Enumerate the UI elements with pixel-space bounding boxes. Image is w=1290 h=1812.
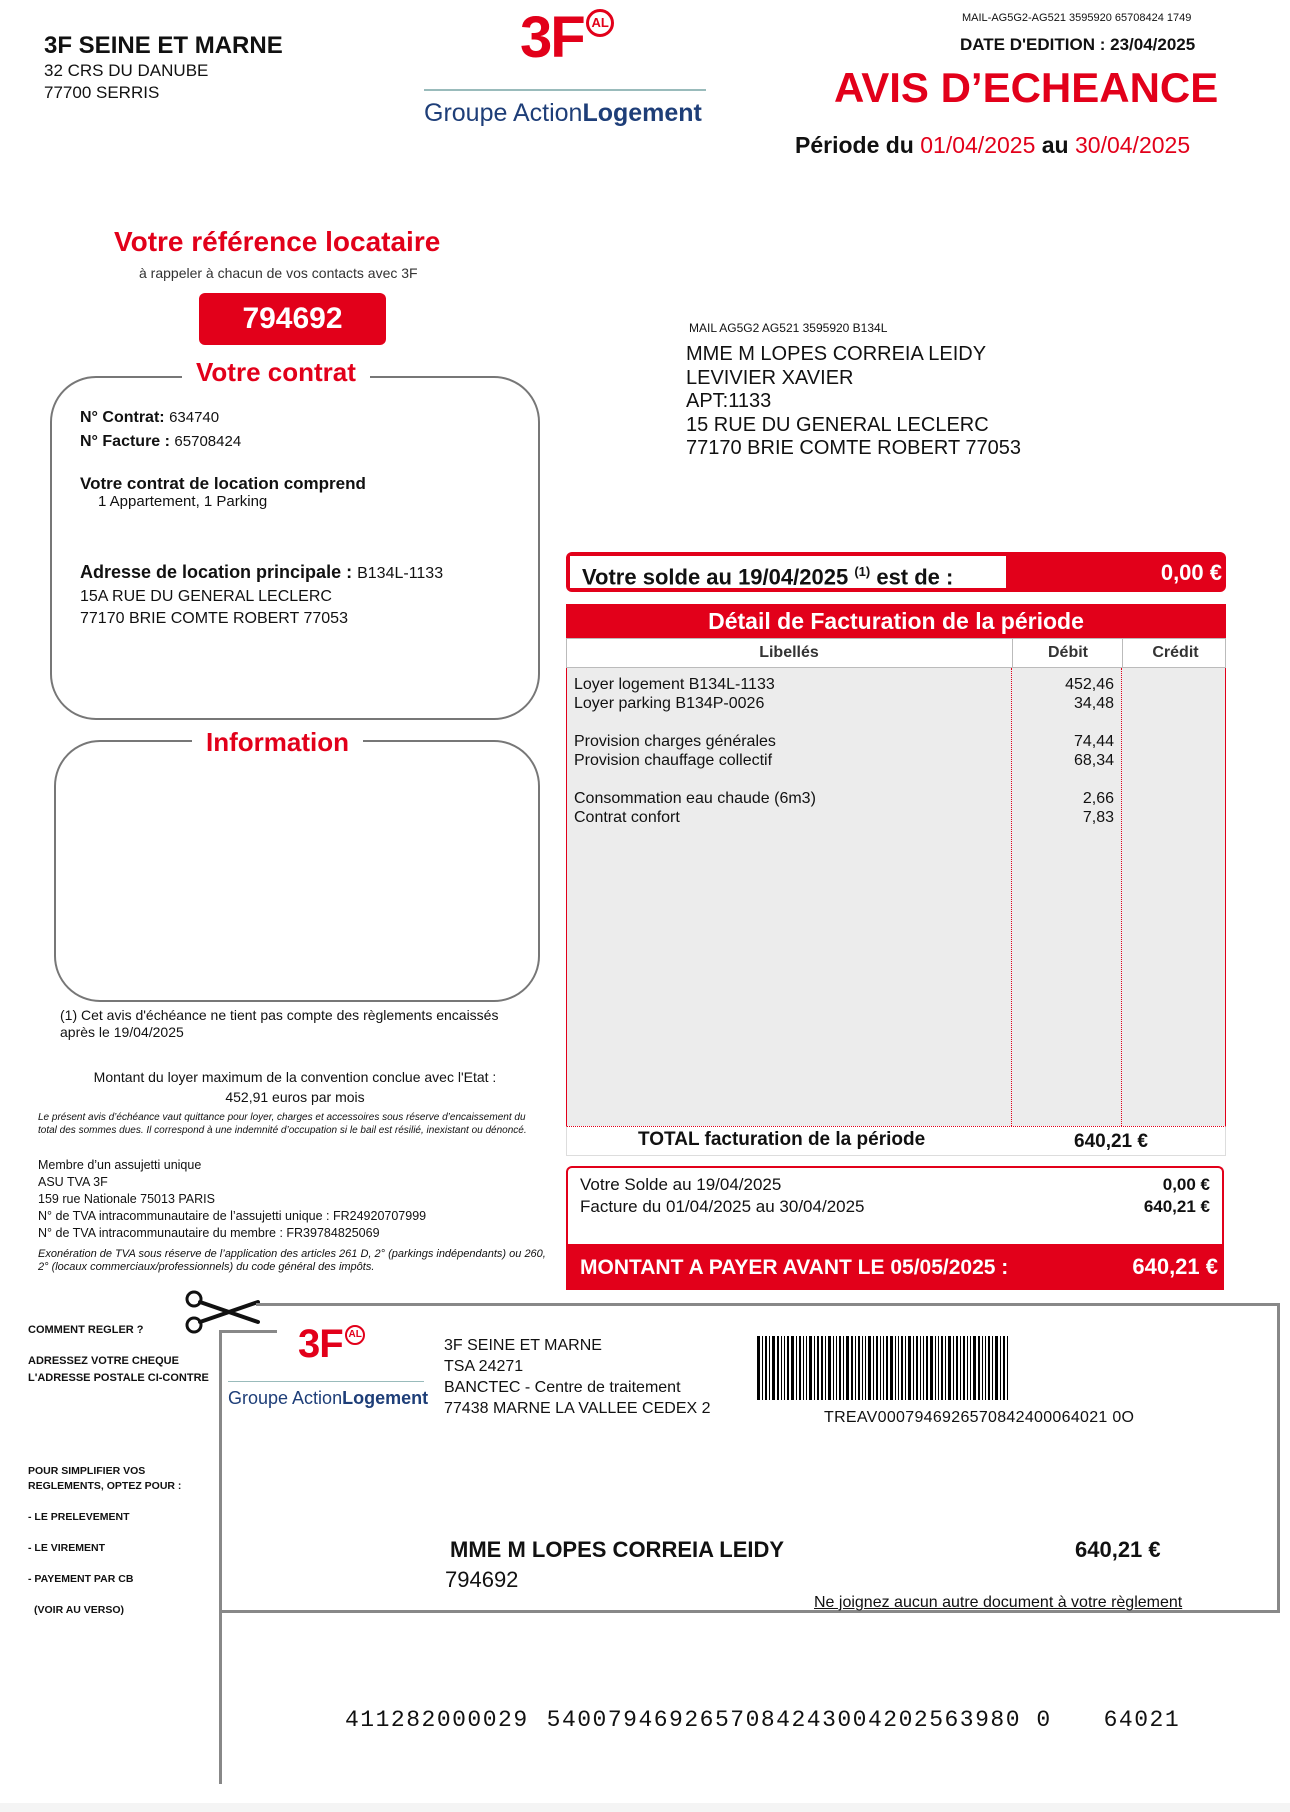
barcode-bar [784,1336,785,1400]
al-badge-icon: AL [586,9,614,37]
line-group [574,676,1114,713]
barcode-bar [825,1336,826,1400]
billing-period: Période du 01/04/2025 au 30/04/2025 [795,132,1191,158]
barcode-bar [862,1336,863,1400]
barcode-bar [833,1336,834,1400]
payment-options: POUR SIMPLIFIER VOS REGLEMENTS, OPTEZ POUR : - LE PRELEVEMENT - LE VIREMENT - PAYEMENT PAR CB (VOIR AU VERSO) [28,1465,182,1616]
line-item: Loyer logement B134L-1133 452,46 [574,676,1114,693]
amount-due-label: MONTANT A PAYER AVANT LE 05/05/2025 : [580,1256,1009,1279]
coupon-logo-3f: 3F AL [298,1322,367,1367]
barcode-bar [978,1336,980,1400]
barcode-bar [941,1336,943,1400]
barcode-bar [923,1336,924,1400]
document-title: AVIS D’ECHEANCE [834,64,1219,111]
barcode-bar [828,1336,831,1400]
barcode-bar [858,1336,860,1400]
barcode-bar [913,1336,914,1400]
rental-address-label: Adresse de location principale : B134L-1133 [80,562,444,582]
line-item: Consommation eau chaude (6m3) 2,66 [574,790,1114,807]
barcode-bar [890,1336,893,1400]
summary-row2-label: Facture du 01/04/2025 au 30/04/2025 [580,1197,865,1216]
barcode-bar [855,1336,856,1400]
barcode-bar [985,1336,986,1400]
barcode-bar [995,1336,998,1400]
recipient-address: MME M LOPES CORREIA LEIDY LEVIVIER XAVIER APT:1133 15 RUE DU GENERAL LECLERC 77170 BRIE COMTE ROBERT 77053 [686,343,1021,459]
barcode-bar [886,1336,888,1400]
max-rent: Montant du loyer maximum de la convention conclue avec l'Etat : [93,1069,497,1085]
tenant-ref-title: Votre référence locataire [114,226,441,257]
balance-label: Votre solde au 19/04/2025 $^{(1)}$ est de : [570,556,1006,588]
barcode-bar [1007,1336,1008,1400]
amount-due-value: 640,21 € [1132,1254,1218,1279]
barcode-bar [948,1336,951,1400]
coupon-frame-right [1277,1303,1280,1613]
barcode-text: TREAV0007946926570842400064021 0O [824,1409,1135,1426]
summary-row1-label: Votre Solde au 19/04/2025 [580,1175,782,1194]
coupon-notice: Ne joignez aucun autre document à votre règlement [814,1594,1183,1611]
barcode-bar [787,1336,789,1400]
balance-amount: 0,00 € [1160,560,1222,585]
edition-date: DATE D'EDITION : 23/04/2025 [960,35,1196,54]
barcode-bar [806,1336,807,1400]
barcode-bar [905,1336,906,1400]
barcode-bar [945,1336,946,1400]
barcode-bar [876,1336,878,1400]
line-item: Provision charges générales 74,44 [574,733,1114,750]
barcode-bar [865,1336,866,1400]
summary-row2-value: 640,21 € [1143,1197,1210,1216]
barcode-bar [769,1336,770,1400]
invoice-number: N° Facture : 65708424 [80,433,242,450]
barcode-bar [1003,1336,1005,1400]
barcode-bar [967,1336,968,1400]
contract-includes-label: Votre contrat de location comprend [80,474,366,493]
barcode-bar [963,1336,965,1400]
barcode-bar [901,1336,903,1400]
barcode-bar [883,1336,884,1400]
billing-lines [574,676,1114,827]
barcode-bar [757,1336,760,1400]
barcode-bar [956,1336,958,1400]
barcode-bar [920,1336,921,1400]
line-item: Loyer parking B134P-0026 34,48 [574,694,1114,712]
barcode-bar [935,1336,936,1400]
coupon-al-badge-icon: AL [345,1325,365,1345]
information-title: Information [192,727,363,758]
sender-address: 3F SEINE ET MARNE 32 CRS DU DANUBE 77700 SERRIS [44,32,283,102]
barcode-bar [895,1336,896,1400]
barcode-bar [930,1336,933,1400]
logo-3f: 3F AL [520,4,616,71]
billing-total-label: TOTAL facturation de la période [638,1129,926,1150]
summary-row1-value: 0,00 € [1162,1175,1210,1194]
line-item: Contrat confort 7,83 [574,808,1114,826]
barcode-bar [821,1336,823,1400]
barcode-bar [868,1336,871,1400]
billing-header-row: Libellés Débit Crédit [566,638,1226,668]
payment-barcode [757,1336,1010,1400]
barcode-bar [781,1336,782,1400]
footnote: (1) Cet avis d'échéance ne tient pas compte des règlements encaissés après le 19/04/2025 [60,1007,499,1040]
barcode-bar [803,1336,804,1400]
ocr-line: 411282000029 5400794692657084243004202563980 0 64021 [345,1707,1181,1733]
logo-divider [424,89,706,91]
contract-box [50,376,540,720]
barcode-bar [809,1336,812,1400]
barcode-bar [777,1336,779,1400]
coupon-payer-name: MME M LOPES CORREIA LEIDY [450,1537,785,1562]
billing-col-sep2 [1121,668,1122,1126]
barcode-bar [916,1336,918,1400]
barcode-bar [851,1336,853,1400]
barcode-bar [973,1336,976,1400]
barcode-bar [796,1336,797,1400]
barcode-bar [762,1336,763,1400]
rental-address-line2: 77170 BRIE COMTE ROBERT 77053 [80,610,348,627]
max-rent-value: 452,91 euros par mois [225,1089,365,1105]
recipient-ref: MAIL AG5G2 AG521 3595920 B134L [689,321,888,335]
barcode-bar [898,1336,899,1400]
barcode-bar [982,1336,983,1400]
barcode-bar [843,1336,844,1400]
barcode-bar [772,1336,775,1400]
line-group [574,790,1114,827]
contract-number: N° Contrat: 634740 [80,409,220,426]
how-to-pay: COMMENT REGLER ? ADRESSEZ VOTRE CHEQUE L'ADRESSE POSTALE CI-CONTRE [28,1324,209,1384]
document-reference: MAIL-AG5G2-AG521 3595920 65708424 1749 [962,12,1192,24]
barcode-bar [836,1336,837,1400]
coupon-frame-left [219,1330,222,1784]
barcode-bar [817,1336,819,1400]
coupon-tenant-ref: 794692 [445,1567,519,1592]
line-item: Provision chauffage collectif 68,34 [574,751,1114,769]
barcode-bar [799,1336,801,1400]
rental-address-line1: 15A RUE DU GENERAL LECLERC [80,588,332,605]
barcode-bar [988,1336,990,1400]
tenant-ref-subtitle: à rappeler à chacun de vos contacts avec 3F [139,265,418,281]
barcode-bar [953,1336,954,1400]
barcode-bar [765,1336,767,1400]
barcode-bar [970,1336,971,1400]
coupon-groupe-action-logement: Groupe ActionLogement [228,1388,429,1408]
barcode-bar [1000,1336,1001,1400]
barcode-bar [992,1336,993,1400]
barcode-bar [839,1336,841,1400]
barcode-bar [873,1336,874,1400]
coupon-address: 3F SEINE ET MARNE TSA 24271 BANCTEC - Centre de traitement 77438 MARNE LA VALLEE CEDEX 2 [444,1337,711,1417]
contract-includes-value: 1 Appartement, 1 Parking [98,493,268,510]
vat-block: Membre d’un assujetti unique ASU TVA 3F 159 rue Nationale 75013 PARIS N° de TVA intracommunautaire de l’assujetti unique : FR24920707999 N° de TVA intracommunautaire du membre : FR39784825069 [38,1158,427,1240]
information-box [54,740,540,1002]
coupon-logo-divider [228,1381,424,1382]
barcode-bar [926,1336,928,1400]
barcode-bar [938,1336,939,1400]
billing-title: Détail de Facturation de la période [566,604,1226,638]
coupon-frame-top [219,1330,277,1333]
tenant-ref-number: 794692 [199,293,386,345]
groupe-action-logement: Groupe ActionLogement [424,99,702,127]
contract-title: Votre contrat [182,357,370,388]
line-group [574,733,1114,770]
coupon-amount: 640,21 € [1075,1537,1161,1562]
barcode-bar [960,1336,961,1400]
cut-line [256,1303,1280,1306]
legal-notice: Le présent avis d’échéance vaut quittance pour loyer, charges et accessoires sous réserve d’encaissement du total des sommes dues. Il correspond à une indemnité d’occupation si le bail est résilié, inexistant ou dénoncé. [38,1112,527,1136]
barcode-bar [791,1336,794,1400]
billing-total-value: 640,21 € [1074,1131,1148,1152]
barcode-bar [880,1336,881,1400]
vat-exemption: Exonération de TVA sous réserve de l’application des articles 261 D, 2° (parkings indépendants) ou 260, 2° (locaux commerciaux/professionnels) du code général des impôts. [38,1248,546,1273]
barcode-bar [846,1336,849,1400]
barcode-bar [908,1336,911,1400]
barcode-bar [814,1336,815,1400]
